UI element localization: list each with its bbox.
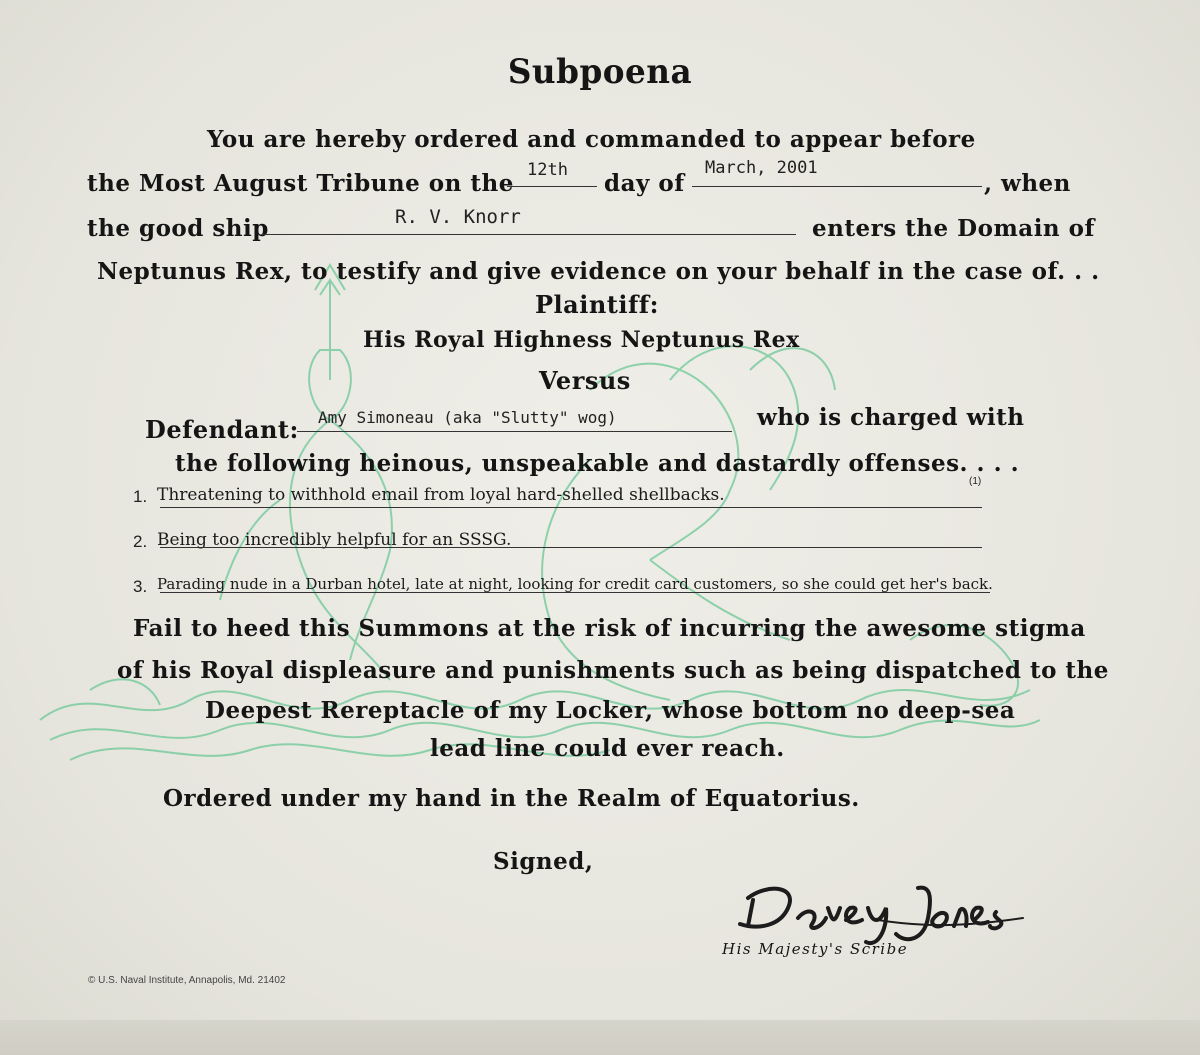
intro-line-2-end: , when — [984, 170, 1071, 197]
versus-label: Versus — [539, 366, 631, 395]
warning-line-2: of his Royal displeasure and punishments such as being dispatched to the — [117, 657, 1109, 684]
day-underline — [507, 186, 597, 187]
intro-line-2-mid: day of — [604, 170, 685, 197]
offense-text: Being too incredibly helpful for an SSSG. — [157, 530, 512, 550]
offense-footnote: (1) — [969, 476, 982, 487]
plaintiff-label: Plaintiff: — [535, 290, 659, 319]
intro-line-3-start: the good ship — [87, 215, 269, 242]
offense-text: Threatening to withhold email from loyal hard-shelled shellbacks. — [157, 485, 725, 505]
charged-text: who is charged with — [757, 404, 1025, 431]
month-underline — [692, 186, 982, 187]
warning-line-4: lead line could ever reach. — [430, 735, 785, 762]
intro-line-3-end: enters the Domain of — [812, 215, 1095, 242]
day-value: 12th — [527, 160, 568, 180]
plaintiff-name: His Royal Highness Neptunus Rex — [363, 327, 800, 353]
offense-number: 1. — [133, 487, 148, 506]
offense-underline — [160, 507, 982, 508]
ordered-line: Ordered under my hand in the Realm of Equatorius. — [163, 785, 860, 812]
signature-title: His Majesty's Scribe — [722, 940, 909, 958]
copyright-notice: © U.S. Naval Institute, Annapolis, Md. 21402 — [88, 975, 286, 986]
offense-text: Parading nude in a Durban hotel, late at night, looking for credit card customers, so she could get her's back. — [157, 575, 993, 593]
ship-underline — [262, 234, 796, 235]
warning-line-1: Fail to heed this Summons at the risk of incurring the awesome stigma — [133, 615, 1086, 642]
intro-line-4: Neptunus Rex, to testify and give evidence on your behalf in the case of. . . — [97, 258, 1100, 285]
defendant-label: Defendant: — [145, 415, 299, 444]
defendant-value: Amy Simoneau (aka "Slutty" wog) — [318, 408, 617, 427]
offense-number: 3. — [133, 577, 148, 596]
month-value: March, 2001 — [705, 158, 818, 178]
ship-value: R. V. Knorr — [395, 206, 521, 228]
warning-line-3: Deepest Rereptacle of my Locker, whose bottom no deep-sea — [205, 697, 1016, 724]
defendant-underline — [297, 431, 732, 432]
signed-label: Signed, — [493, 848, 594, 875]
offense-number: 2. — [133, 532, 148, 551]
offense-underline — [160, 547, 982, 548]
intro-line-2-start: the Most August Tribune on the — [87, 170, 514, 197]
paper-edge-shadow — [0, 1020, 1200, 1055]
offense-underline — [160, 592, 990, 593]
document-title: Subpoena — [507, 52, 693, 92]
offenses-intro: the following heinous, unspeakable and dastardly offenses. . . . — [175, 450, 1020, 477]
intro-line-1: You are hereby ordered and commanded to appear before — [207, 126, 976, 153]
